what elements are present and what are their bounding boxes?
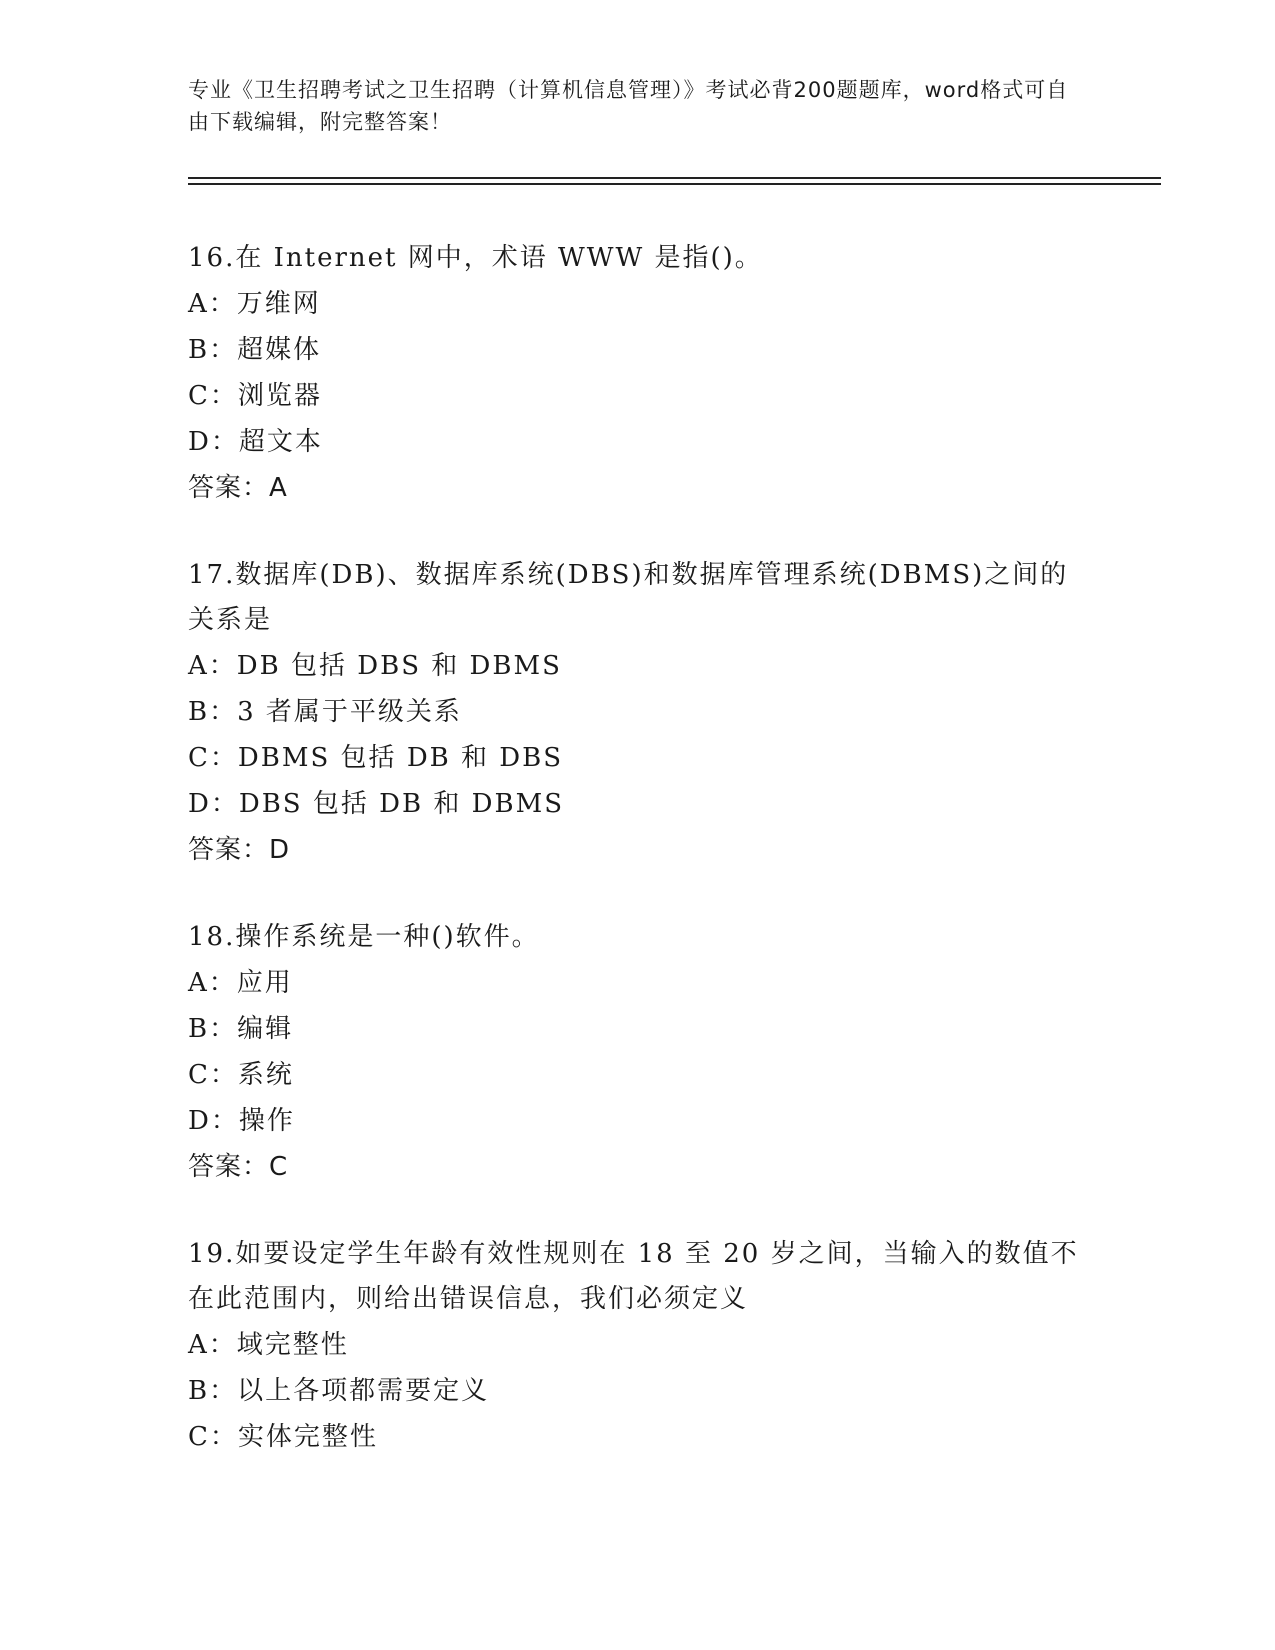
option-label: B： <box>188 1014 238 1044</box>
question-16 <box>188 236 1088 511</box>
option-label: C： <box>188 743 238 773</box>
option-text: 超文本 <box>238 427 323 457</box>
option-label: D： <box>188 427 239 457</box>
option-label: D： <box>188 1106 239 1136</box>
option-b <box>188 327 1088 373</box>
option-c <box>188 373 1088 419</box>
option-text: 编辑 <box>237 1014 294 1044</box>
option-text: DBMS 包括 DB 和 DBS <box>237 743 564 773</box>
option-text: 万维网 <box>236 289 321 319</box>
option-d <box>188 781 1088 827</box>
option-d <box>188 419 1088 465</box>
option-label: A： <box>188 289 237 319</box>
option-label: B： <box>188 335 238 365</box>
option-text: 实体完整性 <box>237 1422 378 1452</box>
option-a <box>188 960 1088 1006</box>
option-b <box>188 1006 1088 1052</box>
option-text: DB 包括 DBS 和 DBMS <box>236 651 562 681</box>
option-label: A： <box>188 651 237 681</box>
option-label: C： <box>188 1060 238 1090</box>
option-text: 浏览器 <box>237 381 322 411</box>
option-a <box>188 281 1088 327</box>
option-label: B： <box>188 697 238 727</box>
option-text: 操作 <box>238 1106 295 1136</box>
question-list <box>188 236 1088 1502</box>
option-label: D： <box>188 789 239 819</box>
option-text: 系统 <box>237 1060 294 1090</box>
option-label: B： <box>188 1376 238 1406</box>
option-a <box>188 643 1088 689</box>
option-label: A： <box>188 968 237 998</box>
question-18 <box>188 915 1088 1190</box>
option-label: C： <box>188 1422 238 1452</box>
answer: 答案：A <box>188 473 288 503</box>
option-text: 应用 <box>236 968 293 998</box>
option-text: 3 者属于平级关系 <box>237 697 462 727</box>
option-b <box>188 1368 1088 1414</box>
question-19 <box>188 1232 1088 1460</box>
answer: 答案：C <box>188 1152 289 1182</box>
option-text: DBS 包括 DB 和 DBMS <box>238 789 565 819</box>
option-d <box>188 1098 1088 1144</box>
option-text: 域完整性 <box>236 1330 349 1360</box>
answer: 答案：D <box>188 835 291 865</box>
header-rule-bottom <box>188 183 1161 185</box>
question-17 <box>188 553 1088 873</box>
option-text: 超媒体 <box>237 335 322 365</box>
option-c <box>188 735 1088 781</box>
option-a <box>188 1322 1088 1368</box>
document-header: 专业《卫生招聘考试之卫生招聘（计算机信息管理）》考试必背200题题库，word格式可自由下载编辑，附完整答案！ <box>188 78 1069 134</box>
option-c <box>188 1414 1088 1460</box>
question-stem: 19.如要设定学生年龄有效性规则在 18 至 20 岁之间，当输入的数值不在此范围内，则给出错误信息，我们必须定义 <box>188 1239 1079 1314</box>
option-text: 以上各项都需要定义 <box>237 1376 490 1406</box>
question-stem: 16.在 Internet 网中，术语 WWW 是指()。 <box>188 243 763 273</box>
option-c <box>188 1052 1088 1098</box>
option-label: C： <box>188 381 238 411</box>
question-stem: 18.操作系统是一种()软件。 <box>188 922 540 952</box>
option-label: A： <box>188 1330 237 1360</box>
question-stem: 17.数据库(DB)、数据库系统(DBS)和数据库管理系统(DBMS)之间的关系是 <box>188 560 1069 635</box>
option-b <box>188 689 1088 735</box>
header-rule-top <box>188 177 1161 179</box>
